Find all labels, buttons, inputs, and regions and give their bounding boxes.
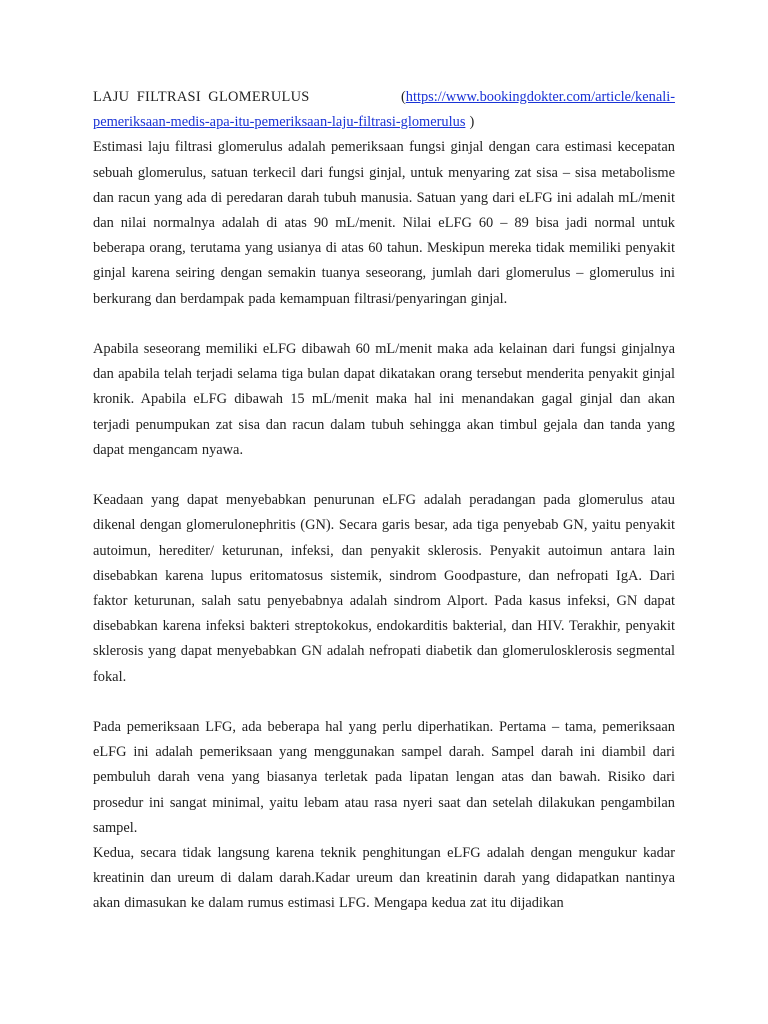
document-title: LAJU FILTRASI GLOMERULUS — [93, 89, 310, 105]
open-paren: ( — [400, 89, 406, 105]
heading-paragraph — [93, 85, 675, 135]
heading-line — [93, 85, 675, 110]
paragraph-5: Kedua, secara tidak langsung karena teknik penghitungan eLFG adalah dengan mengukur kadar kreatinin dan ureum di dalam darah.Kadar ureum dan kreatinin darah yang didapatkan nantinya akan dimasukan ke dalam rumus estimasi LFG. Mengapa kedua zat itu dijadikan — [93, 845, 675, 912]
paragraph-2: Apabila seseorang memiliki eLFG dibawah 60 mL/menit maka ada kelainan dari fungsi ginjalnya dan apabila telah terjadi selama tiga bulan dapat dikatakan orang tersebut menderita penyakit ginjal kronik. Apabila eLFG dibawah 15 mL/menit maka hal ini menandakan gagal ginjal dan akan terjadi penumpukan zat sisa dan racun dalam tubuh sehingga akan timbul gejala dan tanda yang dapat mengancam nyawa. — [93, 341, 675, 458]
paragraph-3: Keadaan yang dapat menyebabkan penurunan eLFG adalah peradangan pada glomerulus atau dikenal dengan glomerulonephritis (GN). Secara garis besar, ada tiga penyebab GN, yaitu penyakit autoimun, herediter/ keturunan, infeksi, dan penyakit sklerosis. Penyakit autoimun antara lain disebabkan karena lupus eritomatosus sistemik, sindrom Goodpasture, dan nefropati IgA. Dari faktor keturunan, salah satu penyebabnya adalah sindrom Alport. Pada kasus infeksi, GN dapat disebabkan karena infeksi bakteri streptokokus, endokarditis bakterial, dan HIV. Terakhir, penyakit sklerosis yang dapat menyebabkan GN adalah nefropati diabetik dan glomerulosklerosis segmental fokal. — [93, 492, 675, 685]
paragraph-4: Pada pemeriksaan LFG, ada beberapa hal yang perlu diperhatikan. Pertama – tama, pemeriksaan eLFG ini adalah pemeriksaan yang menggunakan sampel darah. Sampel darah ini diambil dari pembuluh darah vena yang biasanya terletak pada lipatan lengan atas dan bawah. Risiko dari prosedur ini sangat minimal, yaitu lebam atau rasa nyeri saat dan setelah dilakukan pengambilan sampel. — [93, 719, 675, 836]
source-link-part2[interactable]: pemeriksaan-medis-apa-itu-pemeriksaan-laju-filtrasi-glomerulus — [93, 114, 466, 131]
source-link-part1[interactable]: https://www.bookingdokter.com/article/kenali- — [405, 89, 675, 105]
paragraph-spacer — [93, 463, 675, 488]
paragraph-spacer — [93, 312, 675, 337]
paragraph-spacer — [93, 690, 675, 715]
paragraph-1: Estimasi laju filtrasi glomerulus adalah pemeriksaan fungsi ginjal dengan cara estimasi kecepatan sebuah glomerulus, satuan terkecil dari fungsi ginjal, untuk menyaring zat sisa – sisa metabolisme dan racun yang ada di peredaran darah tubuh manusia. Satuan yang dari eLFG ini adalah mL/menit dan nilai normalnya adalah di atas 90 mL/menit. Nilai eLFG 60 – 89 bisa jadi normal untuk beberapa orang, terutama yang usianya di atas 60 tahun. Meskipun mereka tidak memiliki penyakit ginjal karena seiring dengan semakin tuanya seseorang, jumlah dari glomerulus – glomerulus ini berkurang dan berdampak pada kemampuan filtrasi/penyaringan ginjal. — [93, 139, 675, 307]
close-paren: ) — [465, 114, 475, 131]
